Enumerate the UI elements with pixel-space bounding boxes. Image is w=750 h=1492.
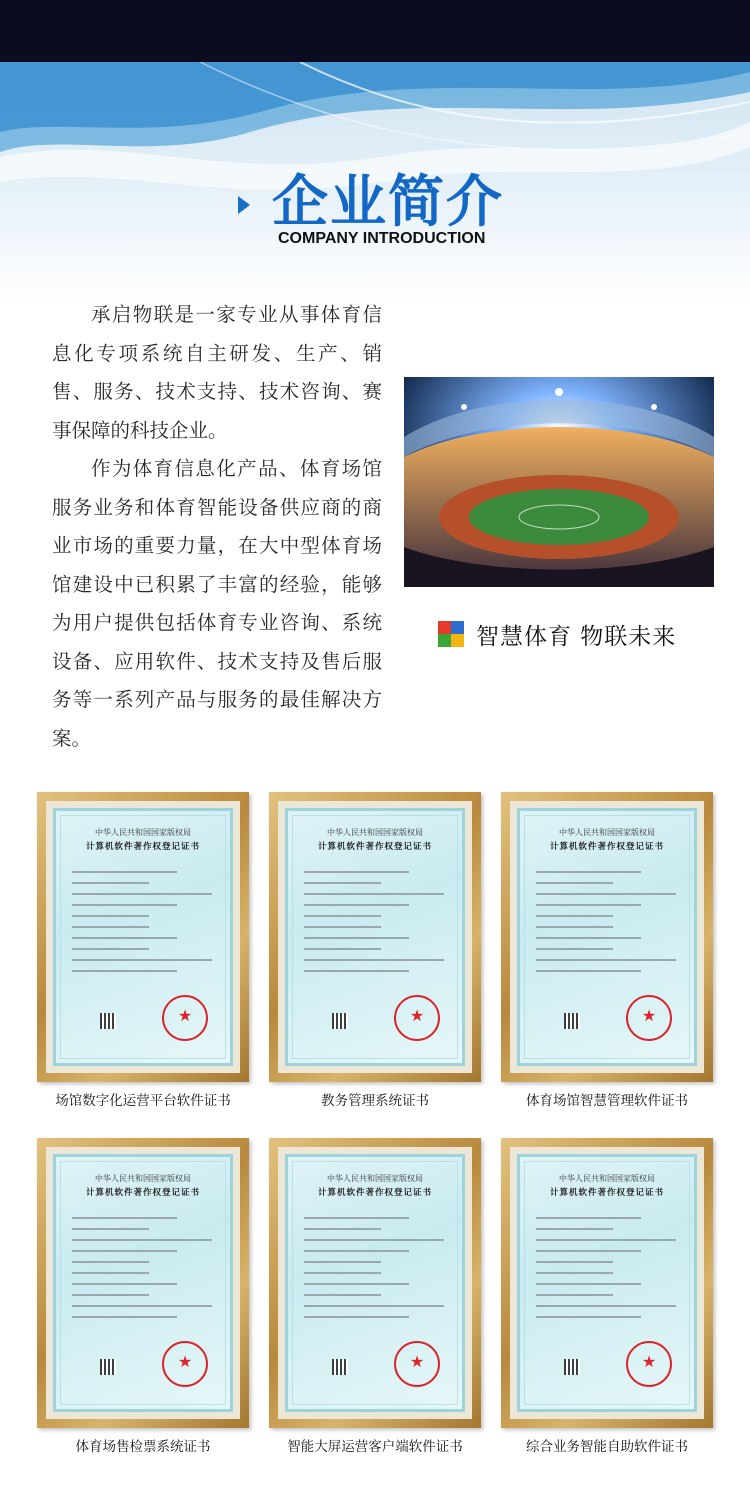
certificate-paper xyxy=(53,808,233,1066)
certificate-caption: 体育场售检票系统证书 xyxy=(75,1439,211,1455)
certificate-frame xyxy=(269,792,481,1082)
certificate-caption: 综合业务智能自助软件证书 xyxy=(526,1439,688,1455)
certificate-caption: 体育场馆智慧管理软件证书 xyxy=(526,1093,688,1109)
official-seal-icon: ★ xyxy=(394,1341,440,1387)
slogan-text: 智慧体育 物联未来 xyxy=(476,623,677,650)
certificate-paper xyxy=(285,1154,465,1412)
brand-logo-icon xyxy=(438,621,464,647)
certificate-paper xyxy=(285,808,465,1066)
certificate-card xyxy=(269,792,481,1112)
certificate-title: 计算机软件著作权登记证书 xyxy=(549,1188,664,1198)
certificate-caption: 教务管理系统证书 xyxy=(321,1093,429,1109)
certificate-title: 计算机软件著作权登记证书 xyxy=(317,1188,432,1198)
certificate-frame xyxy=(37,1138,249,1428)
qr-code-icon xyxy=(564,1359,580,1375)
certificate-card xyxy=(501,792,713,1112)
qr-code-icon xyxy=(564,1013,580,1029)
official-seal-icon: ★ xyxy=(626,995,672,1041)
qr-code-icon xyxy=(100,1013,116,1029)
official-seal-icon: ★ xyxy=(626,1341,672,1387)
certificate-frame xyxy=(501,1138,713,1428)
top-bar xyxy=(0,0,750,62)
certificate-caption: 智能大屏运营客户端软件证书 xyxy=(287,1439,463,1455)
slogan xyxy=(438,618,676,650)
certificate-paper xyxy=(517,808,697,1066)
official-seal-icon: ★ xyxy=(162,1341,208,1387)
title-english: COMPANY INTRODUCTION xyxy=(278,230,486,247)
certificate-card xyxy=(501,1138,713,1458)
certificate-title: 计算机软件著作权登记证书 xyxy=(549,842,664,852)
certificate-issuer: 中华人民共和国国家版权局 xyxy=(95,828,191,837)
certificate-frame xyxy=(37,792,249,1082)
certificate-issuer: 中华人民共和国国家版权局 xyxy=(559,828,655,837)
intro-text xyxy=(52,296,382,758)
qr-code-icon xyxy=(100,1359,116,1375)
certificate-caption: 场馆数字化运营平台软件证书 xyxy=(55,1093,231,1109)
certificate-paper xyxy=(53,1154,233,1412)
stadium-image xyxy=(404,377,714,587)
certificate-title: 计算机软件著作权登记证书 xyxy=(85,1188,200,1198)
official-seal-icon: ★ xyxy=(162,995,208,1041)
qr-code-icon xyxy=(332,1359,348,1375)
certificate-paper xyxy=(517,1154,697,1412)
certificate-title: 计算机软件著作权登记证书 xyxy=(317,842,432,852)
intro-paragraph: 作为体育信息化产品、体育场馆服务业务和体育智能设备供应商的商业市场的重要力量，在大中型体育场馆建设中已积累了丰富的经验，能够为用户提供包括体育专业咨询、系统设备、应用软件、技术支持及售后服务等一系列产品与服务的最佳解决方案。 xyxy=(52,457,382,750)
certificate-issuer: 中华人民共和国国家版权局 xyxy=(327,1174,423,1183)
section-title xyxy=(232,168,532,258)
certificate-card xyxy=(37,1138,249,1458)
intro-paragraph: 承启物联是一家专业从事体育信息化专项系统自主研发、生产、销售、服务、技术支持、技术咨询、赛事保障的科技企业。 xyxy=(52,303,382,442)
certificate-card xyxy=(269,1138,481,1458)
certificate-card xyxy=(37,792,249,1112)
certificate-frame xyxy=(501,792,713,1082)
certificate-issuer: 中华人民共和国国家版权局 xyxy=(95,1174,191,1183)
certificate-title: 计算机软件著作权登记证书 xyxy=(85,842,200,852)
certificate-frame xyxy=(269,1138,481,1428)
title-chinese: 企业简介 xyxy=(272,170,504,235)
official-seal-icon: ★ xyxy=(394,995,440,1041)
qr-code-icon xyxy=(332,1013,348,1029)
arrow-icon xyxy=(238,196,250,214)
certificate-issuer: 中华人民共和国国家版权局 xyxy=(327,828,423,837)
certificate-issuer: 中华人民共和国国家版权局 xyxy=(559,1174,655,1183)
